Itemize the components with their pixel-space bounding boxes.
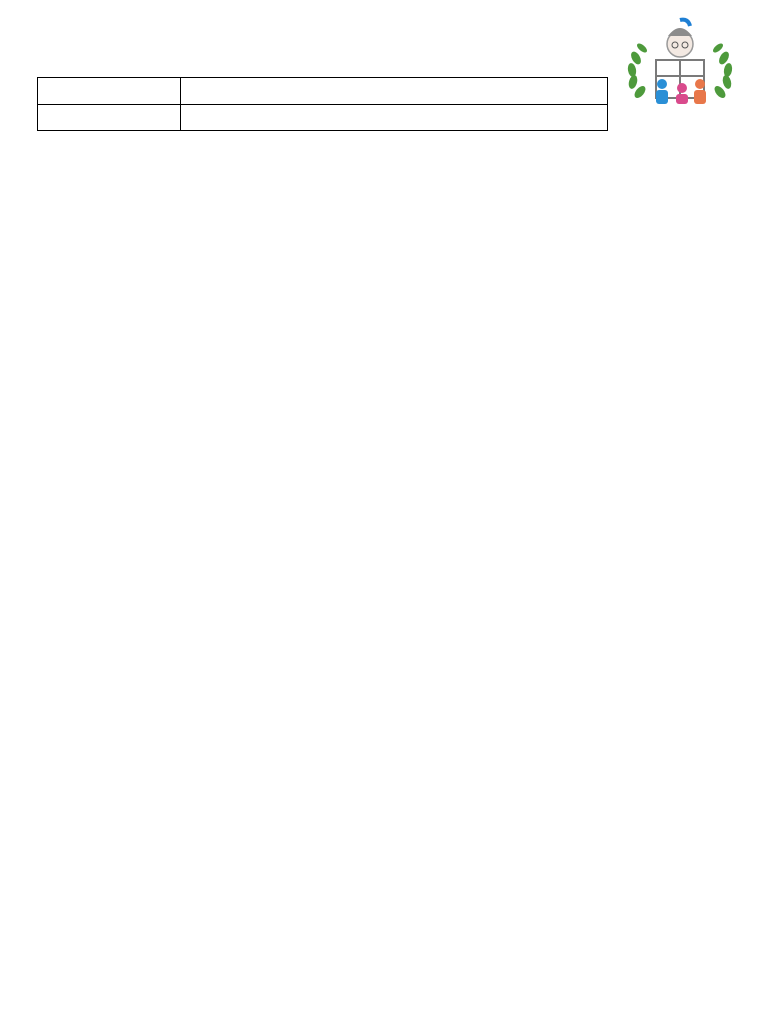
month-year-field[interactable]	[181, 78, 608, 105]
checked-by-field[interactable]	[181, 105, 608, 131]
nursery-logo	[620, 14, 742, 132]
inspection-info-table	[37, 77, 608, 131]
checked-by-label	[38, 105, 181, 131]
checklist-table-part-1	[42, 205, 736, 247]
month-year-label	[38, 78, 181, 105]
